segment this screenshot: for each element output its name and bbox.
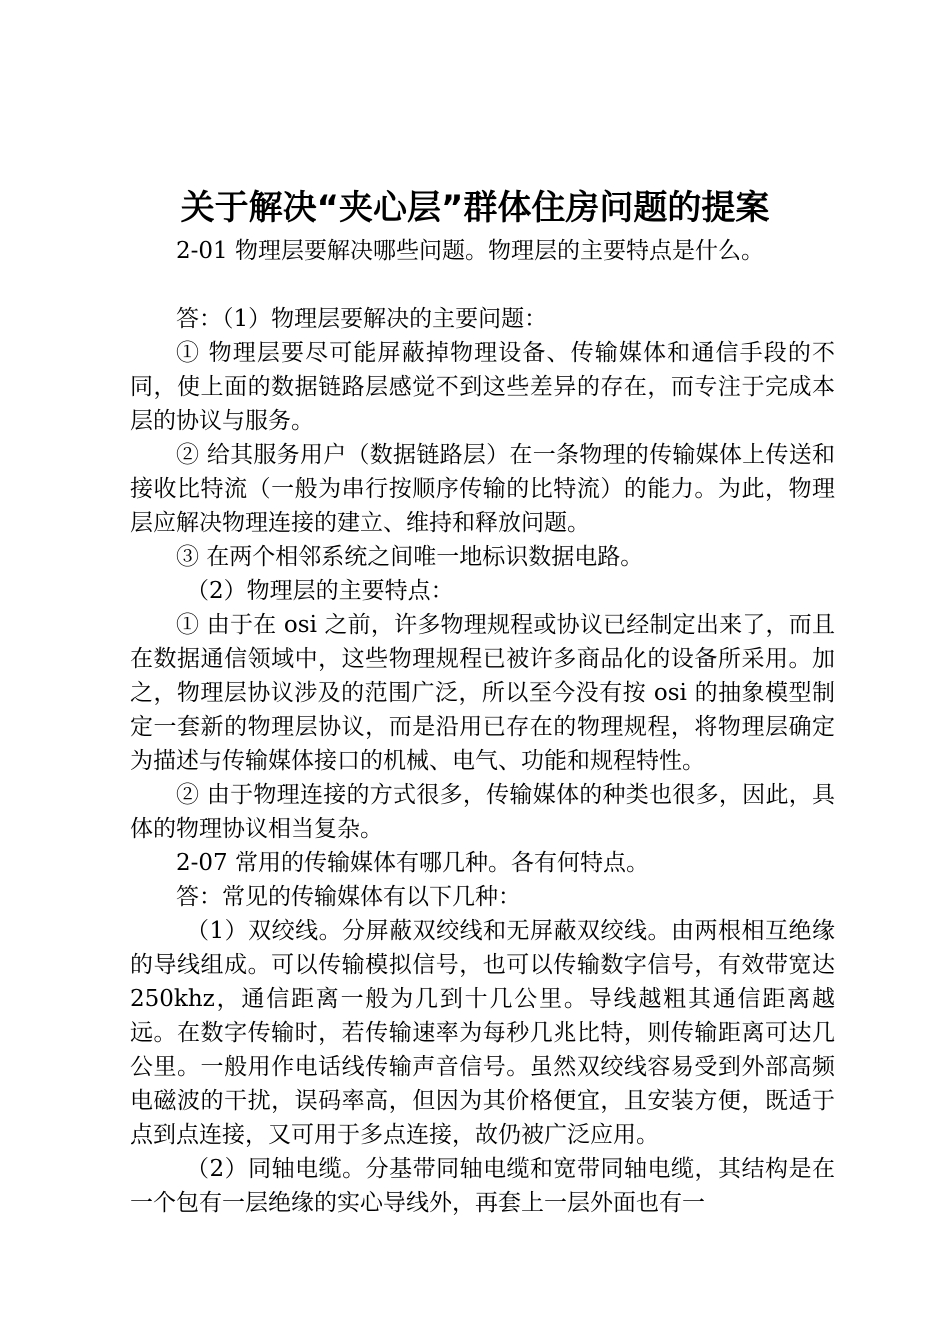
- document-body: [130, 234, 835, 1220]
- paragraph-item-1: ① 物理层要尽可能屏蔽掉物理设备、传输媒体和通信手段的不同，使上面的数据链路层感觉不到这些差异的存在，而专注于完成本层的协议与服务。: [130, 340, 835, 434]
- question-2-07: 2-07 常用的传输媒体有哪几种。各有何特点。: [176, 850, 649, 876]
- paragraph-item-2: ② 给其服务用户（数据链路层）在一条物理的传输媒体上传送和接收比特流（一般为串行按顺序传输的比特流）的能力。为此，物理层应解决物理连接的建立、维持和释放问题。: [130, 442, 835, 536]
- blank-line: [130, 268, 835, 302]
- paragraph-twisted-pair: （1）双绞线。分屏蔽双绞线和无屏蔽双绞线。由两根相互绝缘的导线组成。可以传输模拟信号，也可以传输数字信号，有效带宽达 250khz，通信距离一般为几到十几公里。导线越粗其通信距离越远。在数字传输时，若传输速率为每秒几兆比特，则传输距离可达几公里。一般用作电话线传输声音信号。虽然双绞线容易受到外部高频电磁波的干扰，误码率高，但因为其价格便宜，且安装方便，既适于点到点连接，又可用于多点连接，故仍被广泛应用。: [130, 918, 835, 1148]
- document-title: 关于解决“夹心层”群体住房问题的提案: [180, 188, 770, 228]
- paragraph-coaxial-cable: （2）同轴电缆。分基带同轴电缆和宽带同轴电缆，其结构是在一个包有一层绝缘的实心导线外，再套上一层外面也有一: [130, 1156, 835, 1216]
- paragraph-feature-2: ② 由于物理连接的方式很多，传输媒体的种类也很多，因此，具体的物理协议相当复杂。: [130, 782, 835, 842]
- answer-intro: 答：常见的传输媒体有以下几种：: [176, 884, 521, 910]
- question-2-01: 2-01 物理层要解决哪些问题。物理层的主要特点是什么。: [176, 238, 764, 264]
- paragraph-feature-1: ① 由于在 osi 之前，许多物理规程或协议已经制定出来了，而且在数据通信领域中，这些物理规程已被许多商品化的设备所采用。加之，物理层协议涉及的范围广泛，所以至今没有按 osi 的抽象模型制定一套新的物理层协议，而是沿用已存在的物理规程，将物理层确定为描述与传输媒体接口的机械、电气、功能和规程特性。: [130, 612, 835, 774]
- answer-heading-2: （2）物理层的主要特点：: [186, 578, 454, 604]
- paragraph-item-3: ③ 在两个相邻系统之间唯一地标识数据电路。: [176, 544, 644, 570]
- answer-heading-1: 答：（1）物理层要解决的主要问题：: [176, 306, 548, 332]
